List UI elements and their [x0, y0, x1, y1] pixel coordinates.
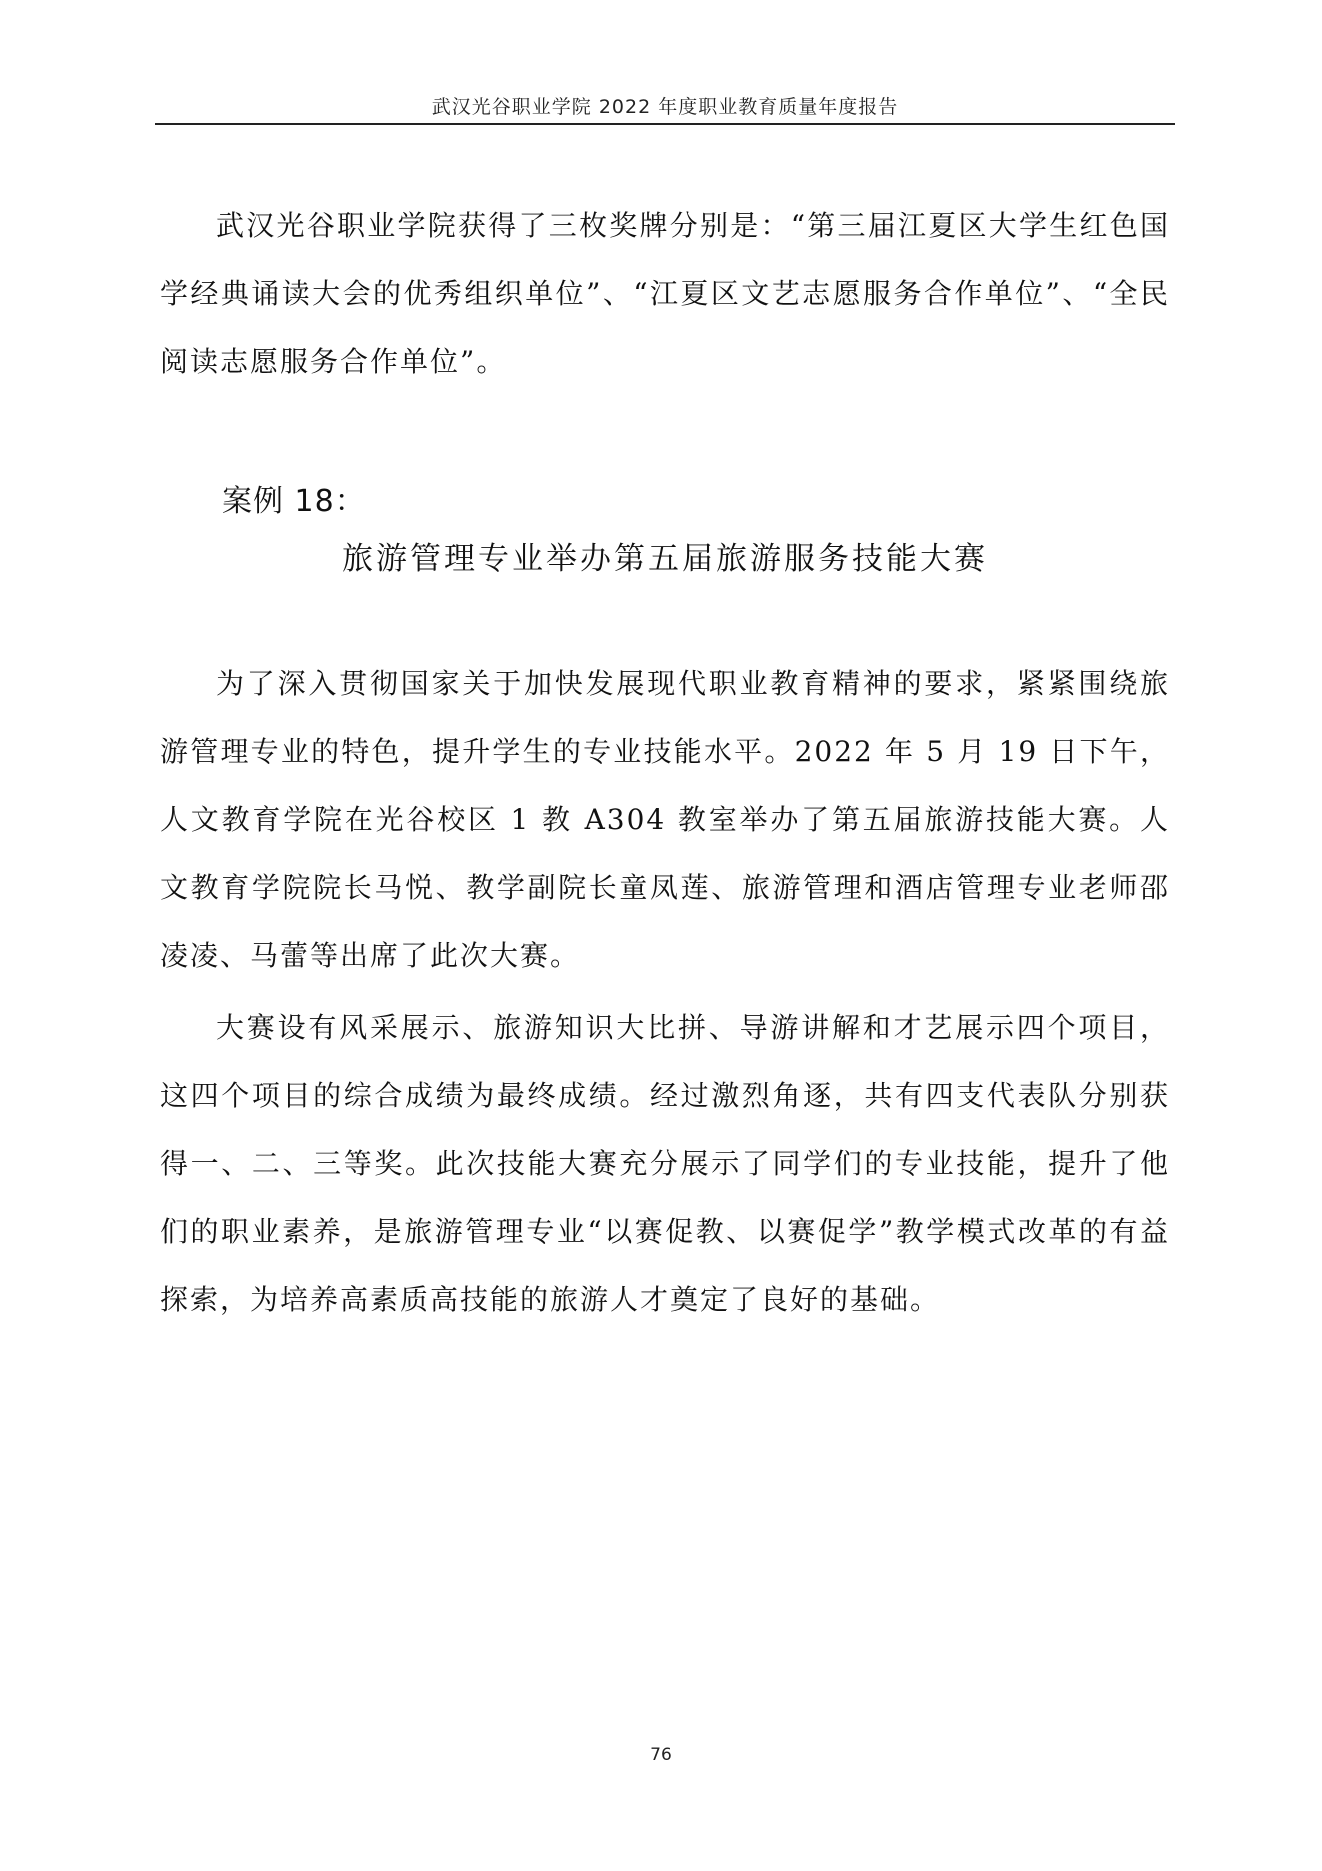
paragraph-awards: 武汉光谷职业学院获得了三枚奖牌分别是：“第三届江夏区大学生红色国学经典诵读大会的优秀组织单位”、“江夏区文艺志愿服务合作单位”、“全民阅读志愿服务合作单位”。 — [160, 209, 1170, 378]
header-divider — [155, 123, 1175, 125]
page-header-title: 武汉光谷职业学院 2022 年度职业教育质量年度报告 — [431, 96, 899, 118]
case-label: 案例 18： — [222, 484, 366, 519]
paragraph-event: 为了深入贯彻国家关于加快发展现代职业教育精神的要求，紧紧围绕旅游管理专业的特色，提升学生的专业技能水平。2022 年 5 月 19 日下午，人文教育学院在光谷校区 1 教 A304 教室举办了第五届旅游技能大赛。人文教育学院院长马悦、教学副院长童凤莲、旅游管理和酒店管理专业老师邵凌凌、马蕾等出席了此次大赛。 — [160, 667, 1170, 972]
page-number: 76 — [650, 1745, 672, 1765]
paragraph-items: 大赛设有风采展示、旅游知识大比拼、导游讲解和才艺展示四个项目，这四个项目的综合成绩为最终成绩。经过激烈角逐，共有四支代表队分别获得一、二、三等奖。此次技能大赛充分展示了同学们的专业技能，提升了他们的职业素养，是旅游管理专业“以赛促教、以赛促学”教学模式改革的有益探索，为培养高素质高技能的旅游人才奠定了良好的基础。 — [160, 1011, 1170, 1316]
case-title: 旅游管理专业举办第五届旅游服务技能大赛 — [342, 541, 988, 577]
